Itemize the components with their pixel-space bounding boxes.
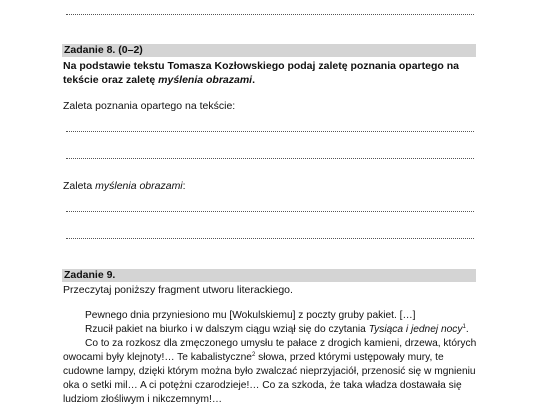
passage-line-2: Rzucił pakiet na biurko i w dalszym ciągu wziął się do czytania Tysiąca i jednej nocy$^1$.	[85, 324, 469, 335]
task9-instruction: Przeczytaj poniższy fragment utworu literackiego.	[63, 284, 293, 296]
task9-header: Zadanie 9.	[62, 269, 476, 282]
answer-line-3[interactable]	[66, 211, 474, 212]
answer-line-prev[interactable]	[66, 14, 474, 15]
task8-label-text-knowledge: Zaleta poznania opartego na tekście:	[63, 100, 236, 112]
passage-line-1: Pewnego dnia przyniesiono mu [Wokulskiemu] z poczty gruby pakiet. […]	[85, 310, 416, 321]
task8-instruction-line1: Na podstawie tekstu Tomasza Kozłowskiego podaj zaletę poznania opartego na	[63, 60, 459, 72]
task8-label-image-thinking: Zaleta myślenia obrazami:	[63, 180, 186, 192]
answer-line-4[interactable]	[66, 238, 474, 239]
passage-line-5: cudowne lampy, dzięki którym można było zwalczać nieprzyjaciół, przenosić się w mgnieniu	[63, 366, 476, 377]
passage-line-6: oka o setki mil… A ci potężni czarodzieje!… Co za szkoda, że taka władza dostawała się	[63, 380, 462, 391]
passage-line-4: owocami były klejnoty!… Te kabalistyczne$^2$ słowa, przed którymi ustępowały mury, te	[63, 352, 444, 363]
passage-line-3: Co to za rozkosz dla zmęczonego umysłu te pałace z drogich kamieni, drzewa, których	[85, 338, 477, 349]
task8-header: Zadanie 8. (0–2)	[62, 44, 476, 57]
task8-instruction-line2: tekście oraz zaletę myślenia obrazami.	[63, 74, 256, 86]
answer-line-1[interactable]	[66, 131, 474, 132]
answer-line-2[interactable]	[66, 158, 474, 159]
passage-line-7: ludziom złośliwym i nikczemnym!…	[63, 394, 223, 405]
